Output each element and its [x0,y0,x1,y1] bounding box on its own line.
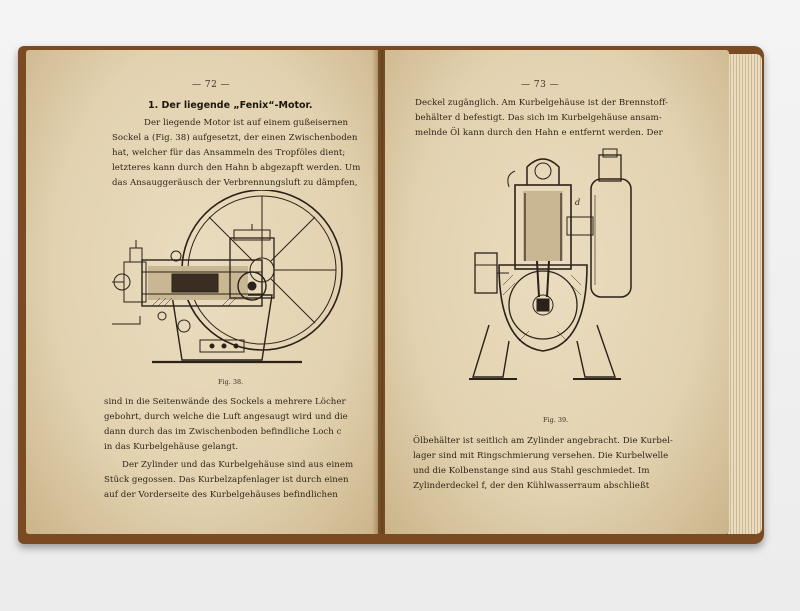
text-line: Stück gegossen. Das Kurbelzapfenlager ist durch einen [104,475,349,485]
text-line: behälter d befestigt. Das sich im Kurbelgehäuse ansam- [415,113,662,123]
text-line: dann durch das im Zwischenboden befindliche Loch c [104,427,342,437]
section-heading: 1. Der liegende „Fenix“-Motor. [148,100,313,111]
page-number-right: — 73 — [521,80,560,90]
page-block-edge [728,54,762,534]
text-line: Ölbehälter ist seitlich am Zylinder angebracht. Die Kurbel- [413,436,673,446]
text-line: hat, welcher für das Ansammeln des Tropföles dient; [112,148,346,158]
figure-38-caption: Fig. 38. [218,378,244,386]
text-line: das Ansauggeräusch der Verbrennungsluft zu dämpfen, [112,178,358,188]
text-line: sind in die Seitenwände des Sockels a mehrere Löcher [104,397,346,407]
figure-39-illustration [469,145,649,407]
text-line: Deckel zugänglich. Am Kurbelgehäuse ist der Brennstoff- [415,98,668,108]
right-page [385,50,729,534]
text-line: auf der Vorderseite des Kurbelgehäuses befindlichen [104,490,338,500]
text-line: Zylinderdeckel f, der den Kühlwasserraum abschließt [413,481,650,491]
text-line: Sockel a (Fig. 38) aufgesetzt, der einen Zwischenboden [112,133,358,143]
text-line: lager sind mit Ringschmierung versehen. Die Kurbelwelle [413,451,669,461]
text-line: in das Kurbelgehäuse gelangt. [104,442,239,452]
text-line: melnde Öl kann durch den Hahn e entfernt werden. Der [415,128,663,138]
page-number-left: — 72 — [192,80,231,90]
figure-38-illustration [112,190,344,375]
figure-39-caption: Fig. 39. [543,416,569,424]
text-line: und die Kolbenstange sind aus Stahl geschmiedet. Im [413,466,650,476]
figure-label-d: d [575,198,581,207]
text-line: gebohrt, durch welche die Luft angesaugt wird und die [104,412,348,422]
left-page [26,50,378,534]
text-line: letzteres kann durch den Hahn b abgezapft werden. Um [112,163,361,173]
text-line: Der liegende Motor ist auf einem gußeisernen [144,118,349,128]
text-line: Der Zylinder und das Kurbelgehäuse sind aus einem [122,460,354,470]
